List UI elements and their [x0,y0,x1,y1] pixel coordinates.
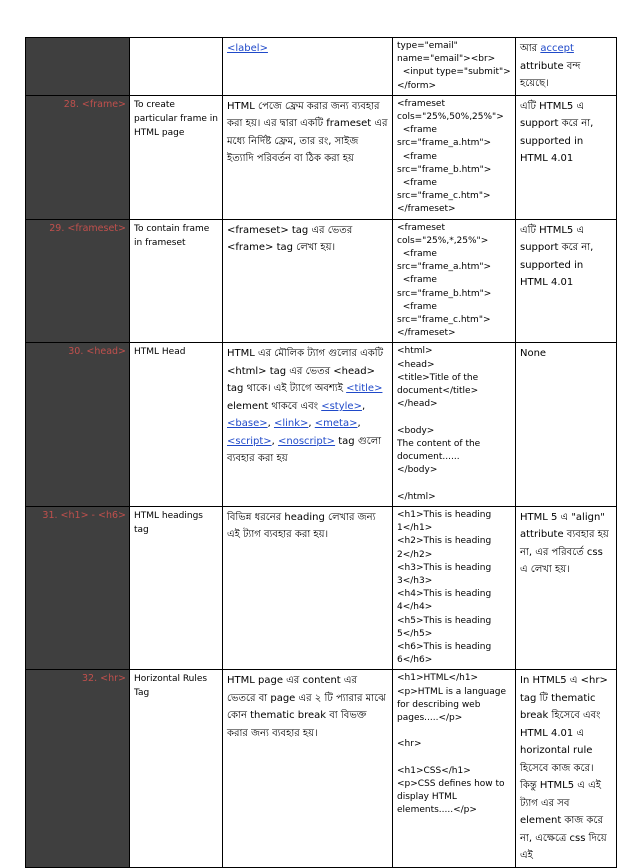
text-segment: HTML পেজে ফ্রেম করার জন্য ব্যবহার করা হয়। এর দ্বারা একটি frameset এর মধ্যে নির্দিষ্ট ফ্রেম, তার রং, সাইজ ইত্যাদি পরিবর্তন বা ঠিক করা হয় [227,100,388,165]
example-cell: <frameset cols="25%,*,25%"> <frame src="frame_a.htm"> <frame src="frame_b.htm"> <frame src="frame_c.htm"> </frameset> [393,219,516,343]
text-segment: HTML 5 এ "align" attribute ব্যবহার হয় না, এর পরিবর্তে css এ লেখা হয়। [520,511,609,576]
description-cell [223,506,393,669]
text-segment: HTML page এর content এর ভেতরে বা page এর ২ টি প্যারার মাঝে কোন thematic break বা বিভক্ত করার জন্য ব্যবহার হয়। [227,675,386,739]
reference-link[interactable]: <script> [227,435,272,447]
text-segment: আর [520,43,541,54]
reference-link[interactable]: <base> [227,418,268,430]
purpose-cell: To contain frame in frameset [130,219,223,343]
note-cell [516,219,617,343]
purpose-cell [130,38,223,96]
table-row [26,38,617,96]
example-cell: <h1>This is heading 1</h1> <h2>This is heading 2</h2> <h3>This is heading 3</h3> <h4>This is heading 4</h4> <h5>This is heading 5</h5> <h6>This is heading 6</h6> [393,506,516,669]
text-segment: attribute বন্দ হয়েছে। [520,60,581,89]
purpose-cell: HTML headings tag [130,506,223,669]
tag-cell [26,38,130,96]
tag-cell: 30. <head> [26,343,130,506]
table-row [26,95,617,219]
reference-link[interactable]: <title> [346,383,383,395]
note-cell [516,343,617,506]
text-segment: , [357,418,361,430]
text-segment: , [267,418,274,430]
example-cell: type="email" name="email"><br> <input type="submit"> </form> [393,38,516,96]
table-row [26,343,617,506]
text-segment: , [361,400,366,412]
text-segment: এটি HTML5 এ support করে না, supported in HTML 4.01 [520,100,594,165]
description-cell [223,343,393,506]
tag-cell: 31. <h1> - <h6> [26,506,130,669]
table-row [26,670,617,868]
text-segment: , [308,418,315,430]
reference-link[interactable]: <meta> [314,418,358,430]
text-segment: এটি HTML5 এ support করে না, supported in HTML 4.01 [520,224,594,289]
note-cell [516,670,617,868]
description-cell [223,219,393,343]
note-cell [516,506,617,669]
reference-link[interactable]: accept [540,43,574,54]
note-cell [516,95,617,219]
purpose-cell: Horizontal Rules Tag [130,670,223,868]
description-cell [223,670,393,868]
example-cell: <frameset cols="25%,50%,25%"> <frame src="frame_a.htm"> <frame src="frame_b.htm"> <frame src="frame_c.htm"> </frameset> [393,95,516,219]
text-segment: HTML এর মৌলিক ট্যাগ গুলোর একটি <html> tag এর ভেতর <head> tag থাকে। এই ট্যাগে অবশ্যই [227,348,384,395]
description-cell [223,95,393,219]
tag-cell: 29. <frameset> [26,219,130,343]
text-segment: , [271,435,278,447]
text-segment: element থাকবে এবং [227,400,322,412]
text-segment: <frameset> tag এর ভেতর <frame> tag লেখা হয়। [227,224,353,254]
example-cell: <h1>HTML</h1> <p>HTML is a language for describing web pages.....</p> <hr> <h1>CSS</h1> <p>CSS defines how to display HTML elements.....</p> [393,670,516,868]
purpose-cell: To create particular frame in HTML page [130,95,223,219]
reference-link[interactable]: <style> [321,400,362,412]
text-segment: বিভিন্ন ধরনের heading লেখার জন্য এই ট্যাগ ব্যবহার করা হয়। [227,511,376,541]
text-segment: tag গুলো ব্যবহার করা হয় [227,435,382,465]
table-row [26,506,617,669]
tag-cell: 32. <hr> [26,670,130,868]
reference-link[interactable]: <noscript> [277,435,336,447]
reference-link[interactable]: <label> [227,43,268,54]
text-segment: In HTML5 এ <hr> tag টি thematic break হিসেবে এবং HTML 4.01 এ horizontal rule হিসেবে কাজ করে। কিন্তু HTML5 এ এই ট্যাগ এর সব element কাজ করে না, এক্ষেত্রে css দিয়ে এই [520,675,608,862]
note-cell [516,38,617,96]
reference-link[interactable]: <link> [273,418,309,430]
purpose-cell: HTML Head [130,343,223,506]
html-tags-reference-table [25,37,617,868]
description-cell [223,38,393,96]
example-cell: <html> <head> <title>Title of the document</title> </head> <body> The content of the document...... </body> </html> [393,343,516,506]
tag-cell: 28. <frame> [26,95,130,219]
text-segment: None [520,348,547,360]
table-row [26,219,617,343]
